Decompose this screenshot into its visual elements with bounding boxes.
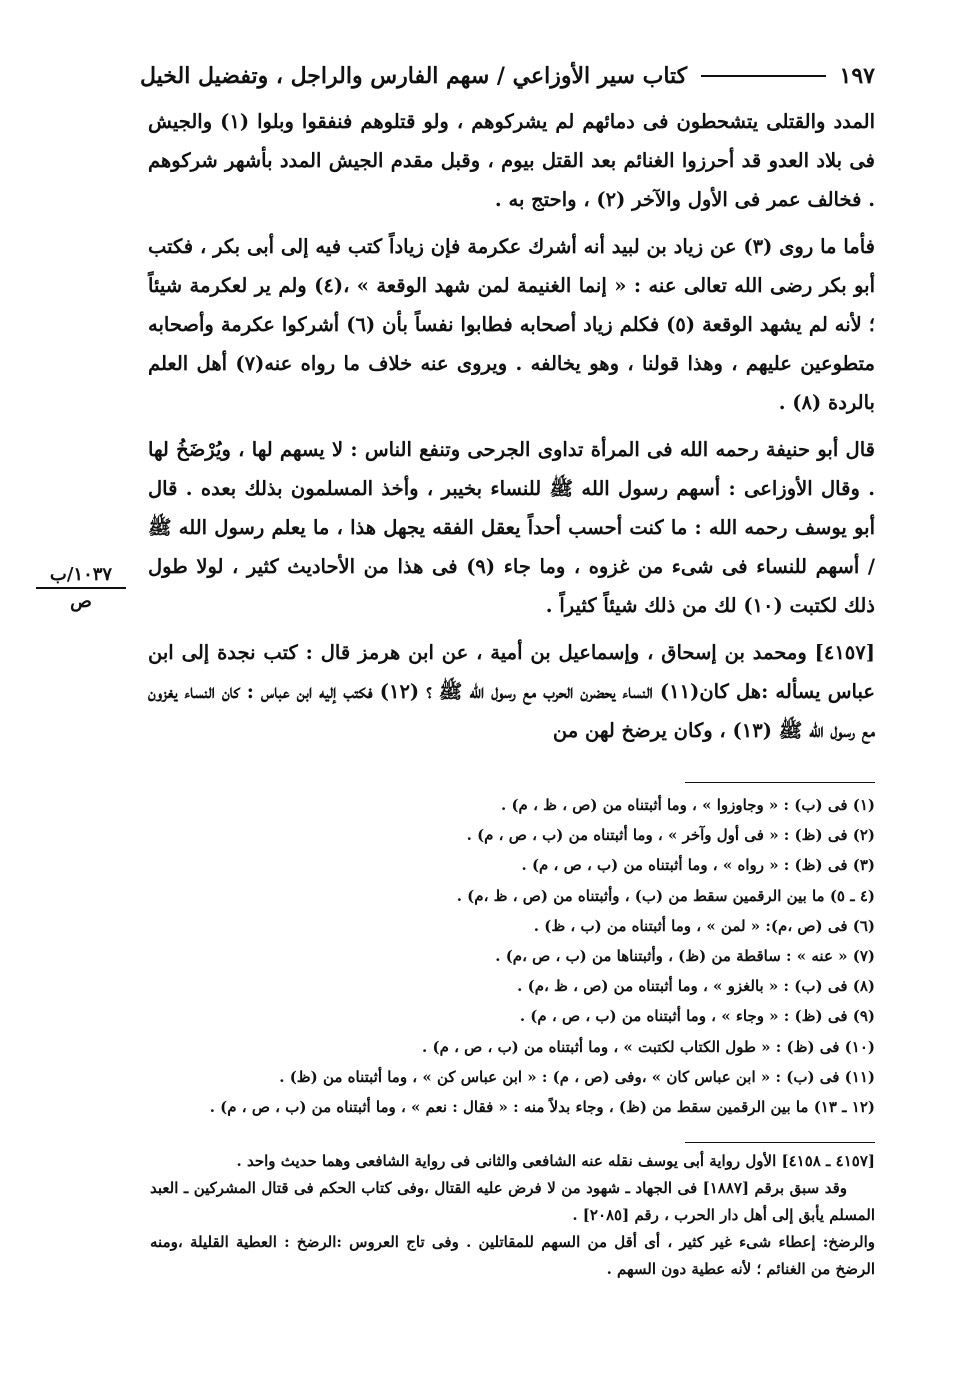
hadith-notes (150, 1148, 875, 1283)
running-header (140, 56, 875, 96)
footnote: (٤ ـ ٥) ما بين الرقمين سقط من (ب) ، وأثبتناه من (ص ، ظ ،م) . (456, 886, 875, 905)
header-rule (701, 75, 825, 77)
note: والرضخ: إعطاء شىء غير كثير ، أى أقل من السهم للمقاتلين . وفى تاج العروس :الرضخ : العطية القليلة ،ومنه الرضخ من الغنائم ؛ لأنه عطية دون السهم . (150, 1233, 875, 1278)
footnote: (٣) فى (ظ) : « رواه » ، وما أثبتناه من (ب ، ص ، م) . (521, 856, 875, 875)
folio-marker: ١٠٣٧/ب (36, 564, 126, 589)
footnote-separator (685, 782, 875, 783)
manuscript-folio-note (36, 564, 126, 612)
notes-separator (685, 1142, 875, 1143)
footnote: (١٢ ـ ١٣) ما بين الرقمين سقط من (ظ) ، وجاء بدلاً منه : « فقال : نعم » ، وما أثبتناه من (ب ، ص ، م) . (209, 1098, 875, 1117)
footnote: (٢) فى (ظ) : « فى أول وآخر » ، وما أثبتناه من (ب ، ص ، م) . (466, 826, 875, 845)
note: وقد سبق برقم [١٨٨٧] فى الجهاد ـ شهود من لا فرض عليه القتال ،وفى كتاب الحكم فى قتال المشركين ـ العبد المسلم يأبق إلى أهل دار الحرب ، رقم [٢٠٨٥] . (150, 1179, 875, 1224)
header-title: كتاب سير الأوزاعي / سهم الفارس والراجل ، وتفضيل الخيل (140, 63, 688, 89)
paragraph: [٤١٥٧] ومحمد بن إسحاق ، وإسماعيل بن أمية ، عن ابن هرمز قال : كتب نجدة إلى ابن عباس يسأله :هل كان(١١) النساء يحضرن الحرب مع رسول الله ﷺ ؟ (١٢) فكتب إليه ابن عباس : كان النساء يغزون مع رسول الله ﷺ (١٣) ، وكان يرضخ لهن من (148, 641, 875, 742)
note: [٤١٥٧ ـ ٤١٥٨] الأول رواية أبى يوسف نقله عنه الشافعى والثانى فى رواية الشافعى وهما حديث واحد . (236, 1152, 875, 1170)
footnote: (١١) فى (ب) : « ابن عباس كان » ،وفى (ص ، م) : « ابن عباس كن » ، وما أثبتناه من (ظ) . (279, 1067, 875, 1086)
main-text (148, 102, 875, 750)
footnote: (١) فى (ب) : « وجاوزوا » ، وما أثبتناه من (ص ، ظ ، م) . (501, 796, 875, 814)
footnote: (١٠) فى (ظ) : « طول الكتاب لكتبت » ، وما أثبتناه من (ب ، ص ، م) . (422, 1037, 875, 1056)
paragraph: فأما ما روى (٣) عن زياد بن لبيد أنه أشرك عكرمة فإن زياداً كتب فيه إلى أبى بكر ، فكتب أبو بكر رضى الله تعالى عنه : « إنما الغنيمة لمن شهد الوقعة » ،(٤) ولم ير لعكرمة شيئاً ؛ لأنه لم يشهد الوقعة (٥) فكلم زياد أصحابه فطابوا نفساً بأن (٦) أشركوا عكرمة وأصحابه متطوعين عليهم ، وهذا قولنا ، وهو يخالفه . ويروى عنه خلاف ما رواه عنه(٧) أهل العلم بالردة (٨) . (148, 235, 876, 414)
footnote: (٦) فى (ص ،م): « لمن » ، وما أثبتناه من (ب ، ظ) . (533, 916, 875, 935)
footnote: (٧) « عنه » : ساقطة من (ظ) ، وأثبتناها من (ب ، ص ،م) . (495, 947, 875, 966)
footnotes (150, 790, 875, 1122)
footnote: (٩) فى (ظ) : « وجاء » ، وما أثبتناه من (ب ، ص ، م) . (519, 1007, 875, 1026)
paragraph: قال أبو حنيفة رحمه الله فى المرأة تداوى الجرحى وتنفع الناس : لا يسهم لها ، ويُرْضَخُ لها . وقال الأوزاعى : أسهم رسول الله ﷺ للنساء بخيبر ، وأخذ المسلمون بذلك بعده . قال أبو يوسف رحمه الله : ما كنت أحسب أحداً يعقل الفقه يجهل هذا ، ما يعلم رسول الله ﷺ / أسهم للنساء فى شىء من غزوه ، وما جاء (٩) فى هذا من الأحاديث كثير ، لولا طول ذلك لكتبت (١٠) لك من ذلك شيئاً كثيراً . (148, 438, 875, 617)
page-number: ١٩٧ (839, 63, 875, 89)
manuscript-siglum: ص (70, 591, 92, 612)
footnote: (٨) فى (ب) : « بالغزو » ، وما أثبتناه من (ص ، ظ ،م) . (517, 977, 875, 996)
paragraph: المدد والقتلى يتشحطون فى دمائهم لم يشركوهم ، ولو قتلوهم فنفقوا وبلوا (١) والجيش فى بلاد العدو قد أحرزوا الغنائم بعد القتل بيوم ، وقبل مقدم الجيش المدد بأشهر شركوهم . فخالف عمر فى الأول والآخر (٢) ، واحتج به . (148, 110, 876, 211)
